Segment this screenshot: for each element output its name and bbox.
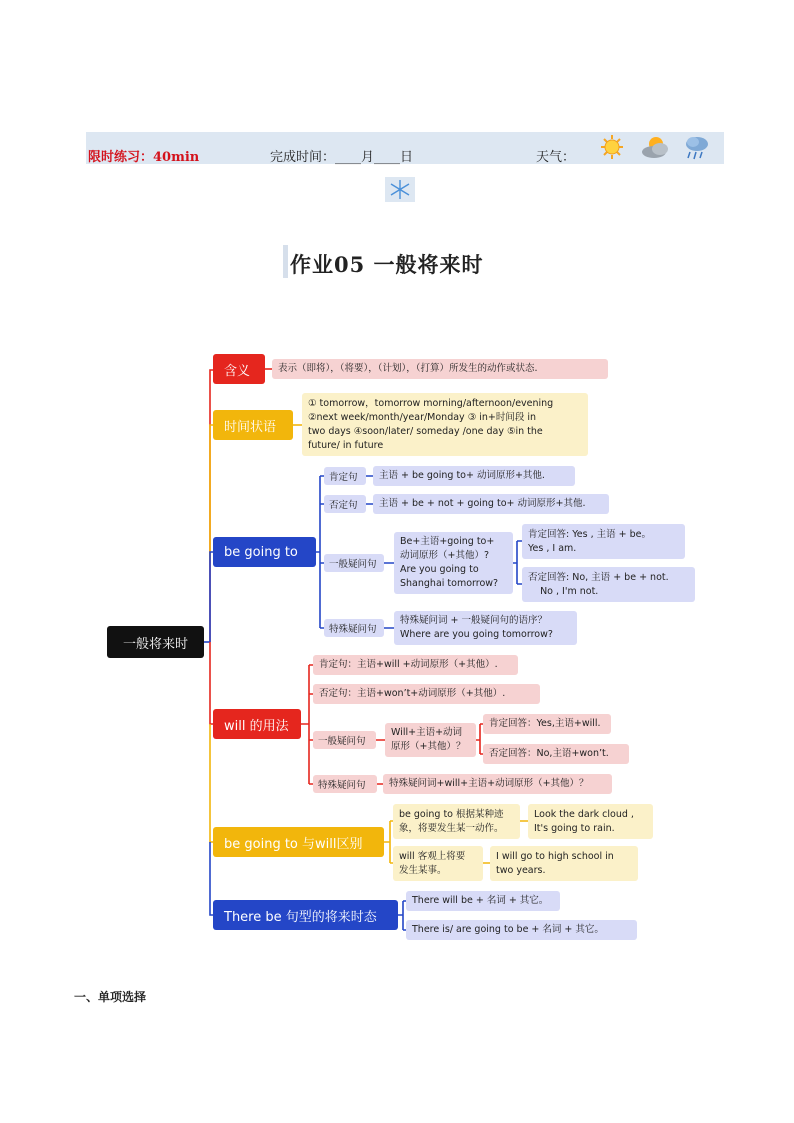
diff-going-rule [393,804,520,839]
will-general-q-line: 原形（+其他）？ [391,741,466,752]
time-words-line: ① tomorrow，tomorrow morning/afternoon/evening [308,397,554,409]
will-special-q-text: 特殊疑问词+will+主语+动词原形（+其他）？ [383,774,612,794]
will-general-q-label: 一般疑问句 [313,731,376,749]
bgt-no-line: 否定回答: No, 主语 + be + not. [528,571,669,583]
bgt-negative-text: 主语 + be + not + going to+ 动词原形+其他. [373,494,609,514]
time-limit: 限时练习：40min [88,150,200,165]
node-meaning: 含义 [213,354,265,384]
bgt-general-q-line: Shanghai tomorrow? [400,578,499,589]
time-words-box [302,393,588,456]
will-yes-answer: 肯定回答：Yes,主语+will. [483,714,611,734]
node-time-words: 时间状语 [213,410,293,440]
will-no-answer: 否定回答：No,主语+won’t. [483,744,629,764]
node-will: will 的用法 [213,709,301,739]
bgt-no-answer [522,567,695,602]
diff-going-example-line: It's going to rain. [534,822,615,834]
bgt-general-q-line: Are you going to [400,564,479,575]
bgt-general-q-line: 动词原形（+其他）? [400,550,490,561]
bgt-special-q-line: 特殊疑问词 + 一般疑问句的语序？ [400,615,547,626]
completion-time: 完成时间：____月____日 [270,150,414,165]
time-words-line: future/ in future [308,439,384,451]
bgt-yes-line: 肯定回答: Yes , 主语 + be。 [528,528,651,540]
node-be-going-to: be going to [213,537,316,567]
bgt-yes-line: Yes , I am. [528,542,577,554]
node-there-be: There be 句型的将来时态 [213,900,398,930]
diff-will-rule-line: 发生某事。 [399,864,447,876]
meaning-text: 表示（即将），（将要），（计划），（打算）所发生的动作或状态. [272,359,608,379]
mindmap-root: 一般将来时 [107,626,204,658]
bgt-yes-answer [522,524,685,559]
bgt-general-q-label: 一般疑问句 [324,554,384,572]
weather-label: 天气： [536,150,576,165]
diff-going-rule-line: 象，将要发生某一动作。 [399,822,504,834]
diff-going-example-line: Look the dark cloud , [534,808,634,820]
there-be-going-form: There is/ are going to be + 名词 + 其它。 [406,920,637,940]
diff-will-example [490,846,638,881]
will-general-q-box [385,723,476,757]
bgt-special-q-line: Where are you going tomorrow? [400,629,553,640]
diff-will-example-line: I will go to high school in [496,850,614,862]
time-words-line: two days ④soon/later/ someday /one day ⑤in the [308,425,543,437]
will-negative: 否定句：主语+won’t+动词原形（+其他）. [313,684,540,704]
will-special-q-label: 特殊疑问句 [313,775,377,793]
section-heading: 一、单项选择 [74,990,147,1004]
bgt-negative-label: 否定句 [324,495,366,513]
page-title: 作业05 一般将来时 [290,252,484,277]
diff-will-example-line: two years. [496,864,546,876]
diff-going-rule-line: be going to 根据某种迹 [399,808,504,820]
will-affirmative: 肯定句：主语+will +动词原形（+其他）. [313,655,518,675]
diff-going-example [528,804,653,839]
there-be-will-form: There will be + 名词 + 其它。 [406,891,560,911]
diff-will-rule-line: will 客观上将要 [399,850,466,862]
bgt-special-q-label: 特殊疑问句 [324,619,384,637]
bgt-affirmative-text: 主语 + be going to+ 动词原形+其他. [373,466,575,486]
bgt-special-q-box [394,611,577,645]
bgt-general-q-line: Be+主语+going to+ [400,536,495,547]
will-general-q-line: Will+主语+动词 [391,727,463,738]
bgt-affirmative-label: 肯定句 [324,467,366,485]
bgt-no-line: No , I'm not. [528,585,599,597]
time-words-line: ②next week/month/year/Monday ③ in+时间段 in [308,411,537,423]
node-difference: be going to 与will区别 [213,827,384,857]
bgt-general-q-box [394,532,513,594]
diff-will-rule [393,846,483,881]
